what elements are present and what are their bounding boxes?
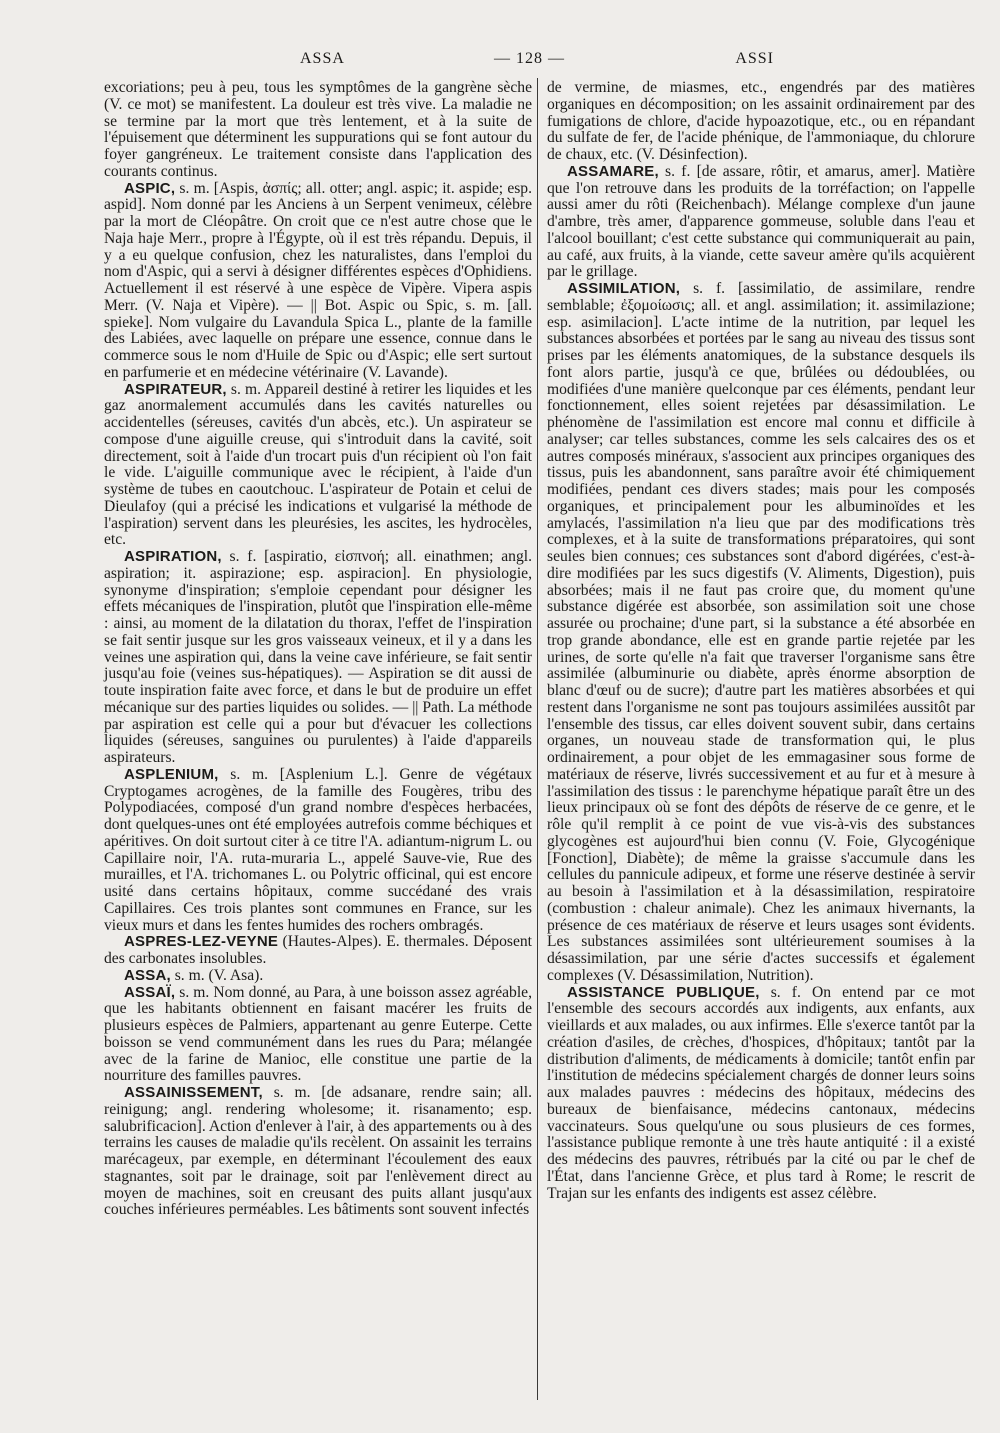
headword: ASPLENIUM, <box>124 765 219 783</box>
left-column <box>104 80 532 1219</box>
entry-continuation: excoriations; peu à peu, tous les symptômes de la gangrène sèche (V. ce mot) se manifestent. La douleur est très vive. La maladie ne se termine par la mort que très lentement, et à la suite de l'épuisement que déterminent les suppurations qui se font autour du foyer gangréneux. Le traitement consiste dans l'application des courants continus. <box>104 79 532 180</box>
headword: ASSA, <box>124 966 171 984</box>
headword: ASSAÏ, <box>124 983 176 1001</box>
entry-aspiration: ASPIRATION, s. f. [aspiratio, εἰσπνοή; all. einathmen; angl. aspiration; it. aspirazione; esp. aspiracion]. En physiologie, synonyme d'inspiration; s'emploie cependant pour désigner les effets mécaniques de l'inspiration, plutôt que l'inspiration elle-même : ainsi, au moment de la dilatation du thorax, l'effet de l'inspiration se fait sentir jusque sur les gros vaisseaux veineux, et il y a dans les veines une aspiration qui, dans la veine cave inférieure, se fait sentir jusqu'au foie (veines sus-hépatiques). — Aspiration se dit aussi de toute inspiration faite avec force, et dans le but de produire un effet mécanique sur des parties liquides ou solides. — || Path. La méthode par aspiration est celle qui a pour but d'évacuer les collections liquides (séreuses, sanguines ou purulentes) à l'aide d'appareils aspirateurs. <box>104 548 532 766</box>
entry-aspres-lez-veyne: ASPRES-LEZ-VEYNE (Hautes-Alpes). E. thermales. Déposent des carbonates insolubles. <box>104 933 532 967</box>
entry-aspirateur: ASPIRATEUR, s. m. Appareil destiné à retirer les liquides et les gaz anormalement accumulés dans les cavités naturelles ou accidentelles (séreuses, cavités d'un abcès, etc.). Un aspirateur se compose d'une aiguille creuse, qui s'introduit dans la cavité, soit directement, soit à l'aide d'un trocart puis d'un récipient où l'on fait le vide. L'aiguille communique avec le récipient, à l'aide d'un système de tubes en caoutchouc. L'aspirateur de Potain et celui de Dieulafoy (qui a précisé les indications et vulgarisé la méthode de l'aspiration) servent dans les pleurésies, les ascites, les hydrocèles, etc. <box>104 380 532 549</box>
header-right-guide-word: ASSI <box>735 50 774 67</box>
entry-assistance-publique: ASSISTANCE PUBLIQUE, s. f. On entend par ce mot l'ensemble des secours accordés aux indigents, aux enfants, aux vieillards et aux malades, ou aux infirmes. Elle s'exerce tantôt par la création d'asiles, de crèches, d'hospices, d'hôpitaux; tantôt par la distribution d'aliments, de médicaments à domicile; tantôt enfin par l'institution de médecins spécialement chargés de donner leurs soins aux malades pauvres : médecins des hôpitaux, médecins des bureaux de bienfaisance, médecins cantonaux, médecins vaccinateurs. Sous quelqu'une ou sous plusieurs de ces formes, l'assistance publique remonte à une très haute antiquité : il a existé des médecins des pauvres, rétribués par la cité ou par le chef de l'État, dans l'ancienne Grèce, et plus tard à Rome; le rescrit de Trajan sur les enfants des indigents est assez célèbre. <box>547 983 976 1202</box>
entry-assa: ASSA, s. m. (V. Asa). <box>124 966 264 984</box>
headword: ASPRES-LEZ-VEYNE <box>124 933 279 951</box>
headword: ASSISTANCE PUBLIQUE, <box>567 983 760 1001</box>
entry-assainissement: ASSAINISSEMENT, s. m. [de adsanare, rendre sain; all. reinigung; angl. rendering wholesome; it. risanamento; esp. salubrificacion]. Action d'enlever à l'air, à des appartements ou à des terrains les causes de maladie qu'ils recèlent. On assainit les terrains marécageux, par exemple, en déterminant l'écoulement des eaux stagnantes, soit par le drainage, soit par l'enlèvement direct au moyen de machines, soit en creusant des puits allant jusqu'aux couches inférieures perméables. Les bâtiments sont souvent infectés <box>104 1084 532 1219</box>
headword: ASPIRATION, <box>124 548 222 565</box>
page-number: — 128 — <box>494 50 565 67</box>
entry-assai: ASSAÏ, s. m. Nom donné, au Para, à une boisson assez agréable, que les habitants obtiennent en faisant macérer les fruits de plusieurs espèces de Palmiers, appartenant au genre Euterpe. Cette boisson se vend communément dans les rues du Para; mélangée avec de la farine de Manioc, elle constitue une partie de la nourriture des familles pauvres. <box>104 983 532 1085</box>
entry-asplenium: ASPLENIUM, s. m. [Asplenium L.]. Genre de végétaux Cryptogames acrogènes, de la famille des Fougères, tribu des Polypodiacées, composé d'un grand nombre d'espèces herbacées, dont quelques-unes ont été employées autrefois comme béchiques et apéritives. On doit surtout citer à ce titre l'A. adiantum-nigrum L. ou Capillaire noir, l'A. ruta-muraria L., appelé Sauve-vie, Rue des murailles, et l'A. trichomanes L. ou Polytric officinal, qui est encore usité dans certains hôpitaux, comme succédané des vrais Capillaires. Ces trois plantes sont communes en France, sur les vieux murs et dans les fentes humides des rochers ombragés. <box>104 765 532 934</box>
header-left-guide-word: ASSA <box>300 50 345 67</box>
column-divider <box>537 78 538 1400</box>
running-head <box>104 50 974 76</box>
headword: ASPIRATEUR, <box>124 380 227 398</box>
entry-continuation: de vermine, de miasmes, etc., engendrés par des matières organiques en décomposition; on les assainit ordinairement par des fumigations de chlore, d'acide hypoazotique, etc., ou en répandant du sulfate de fer, de l'acide phénique, de l'ammoniaque, du chlorure de chaux, etc. (V. Désinfection). <box>547 79 975 163</box>
entry-aspic: ASPIC, s. m. [Aspis, ἀσπίς; all. otter; angl. aspic; it. aspide; esp. aspid]. Nom donné par les Anciens à un Serpent venimeux, célèbre par la mort de Cléopâtre. On croit que ce n'est autre chose que le Naja haje Merr., propre à l'Égypte, où il est très répandu. Depuis, il y a eu quelque confusion, chez les naturalistes, dans l'emploi du nom d'Aspic, qui a servi à désigner différentes espèces d'Ophidiens. Actuellement il est réservé à une espèce de Vipère. Vipera aspis Merr. (V. Naja et Vipère). — || Bot. Aspic ou Spic, s. m. [all. spieke]. Nom vulgaire du Lavandula Spica L., plante de la famille des Labiées, avec laquelle on prépare une essence, connue dans le commerce sous le nom d'Huile de Spic ou d'Aspic; elle sert surtout en parfumerie et en médecine vétérinaire (V. Lavande). <box>104 179 532 381</box>
entry-assimilation: ASSIMILATION, s. f. [assimilatio, de assimilare, rendre semblable; ἐξομοίωσις; all. et angl. assimilation; it. assimilazione; esp. asimilacion]. L'acte intime de la nutrition, par lequel les substances absorbées et portées par le sang au niveau des tissus sont prises par les éléments anatomiques, de la substance desquels ils font alors partie, jusqu'à ce que, brûlées ou dédoublées, ou modifiées d'une manière quelconque par ces éléments, pendant leur fonctionnement, elles soient rejetées par désassimilation. Le phénomène de l'assimilation est encore mal connu et difficile à analyser; car telles substances, comme les sels calcaires des os et autres composés minéraux, s'associent aux principes organiques des tissus, puis les abandonnent, sans paraître avoir été chimiquement modifiées, pendant ces divers stades; mais pour les composés organiques, et principalement pour les albuminoïdes et les amylacés, l'assimilation n'a lieu que par des modifications très complexes, et à la suite de transformations préparatoires, qui sont seules bien connues; ces substances sont d'abord digérées, c'est-à-dire modifiées par les sucs digestifs (V. Aliments, Digestion), puis absorbées; mais il ne faut pas croire que, du moment qu'une substance digérée est absorbée, son assimilation soit une chose assurée ou prochaine; d'une part, si la substance a été absorbée en trop grande abondance, elle est en grande partie rejetée par les urines, de sorte qu'elle n'a fait que traverser l'organisme sans être assimilée (albuminurie ou diabète, après énorme absorption de blanc d'œuf ou de sucre); d'autre part les matières absorbées et qui restent dans l'organisme ne sont pas toujours assimilées aussitôt par l'ensemble des tissus, car elles doivent souvent subir, dans certains organes, un nouveau stade de transformation qui, le plus ordinairement, a pour objet de les emmagasiner sous forme de matériaux de réserve, livrés successivement et au fur et à mesure à l'assimilation des tissus : le parenchyme hépatique paraît être un des lieux principaux où se font des dépôts de réserve de ce genre, et le rôle qu'il remplit à ce point de vue vis-à-vis des substances glycogènes est aujourd'hui bien connu (V. Foie, Glycogénique [Fonction], Diabète); de même la graisse s'accumule dans les cellules du pannicule adipeux, et forme une réserve destinée à servir au besoin à l'assimilation et à la désassimilation, respiratoire (combustion : chaleur animale). Chez les animaux hivernants, la présence de ces matériaux de réserve et leurs usages sont évidents. Les substances assimilées sont ultérieurement soumises à la désassimilation, par une série d'actes successifs et également complexes (V. Désassimilation, Nutrition). <box>547 280 975 984</box>
right-column <box>547 80 975 1202</box>
headword: ASPIC, <box>124 179 176 197</box>
headword: ASSAINISSEMENT, <box>124 1084 263 1101</box>
headword: ASSIMILATION, <box>567 280 681 297</box>
headword: ASSAMARE, <box>567 162 659 180</box>
entry-assamare: ASSAMARE, s. f. [de assare, rôtir, et amarus, amer]. Matière que l'on retrouve dans les produits de la torréfaction; on l'appelle aussi amer du rôti (Reichenbach). Mélange complexe d'un jaune d'ambre, très amer, d'apparence gommeuse, soluble dans l'eau et l'alcool bouillant; c'est cette substance qui communiquerait au pain, au café, aux fruits, à la viande, cette saveur amère qu'ils acquièrent par le grillage. <box>547 162 975 281</box>
